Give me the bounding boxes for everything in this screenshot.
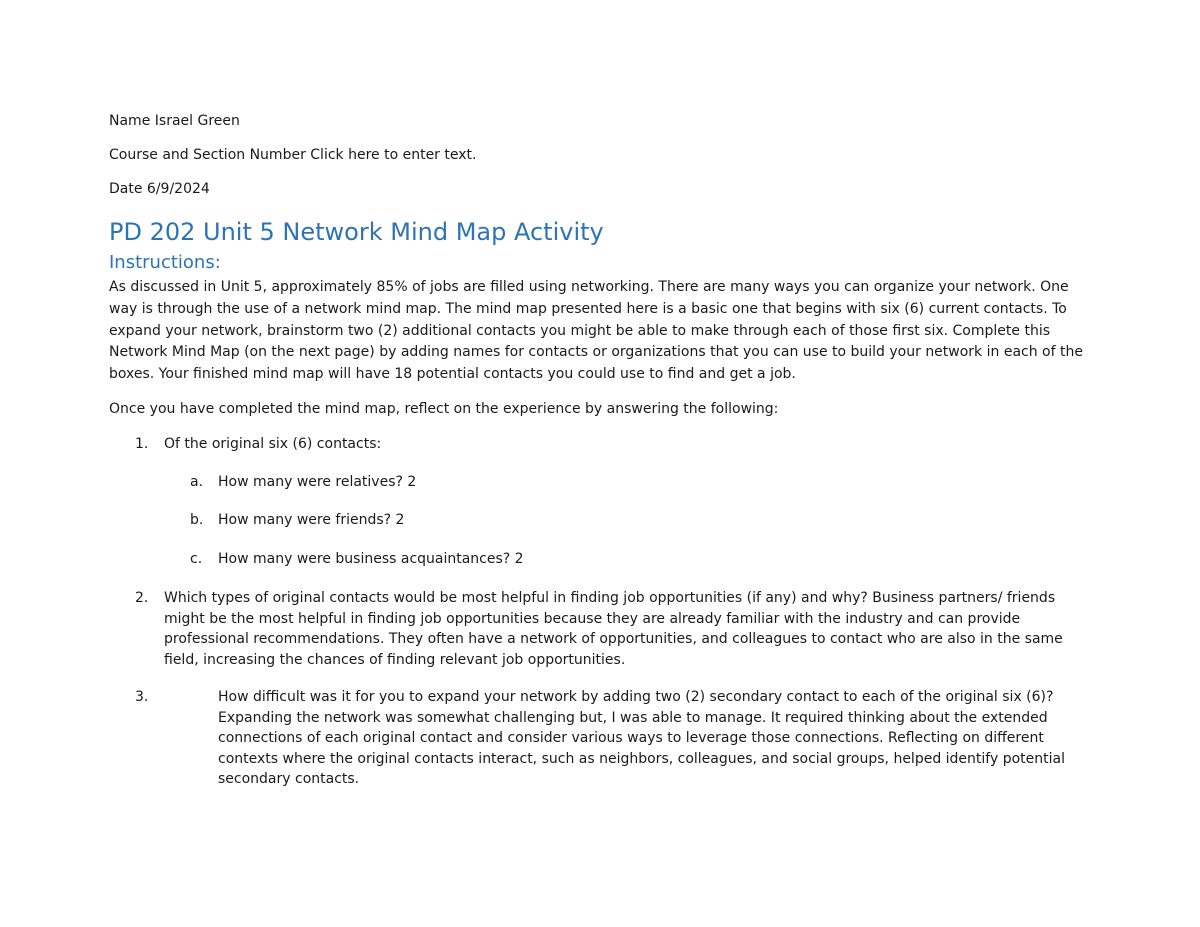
instructions-paragraph: As discussed in Unit 5, approximately 85% of jobs are filled using networking. There are many ways you can organize your network. One way is through the use of a network mind map. The mind map presented here is a basic one that begins with six (6) current contacts. To expand your network, brainstorm two (2) additional contacts you might be able to make through each of those first six. Complete this Network Mind Map (on the next page) by adding names for contacts or organizations that you can use to build your network in each of the boxes. Your finished mind map will have 18 potential contacts you could use to find and get a job. bbox=[109, 279, 1083, 383]
question-1c-text: How many were business acquaintances? 2 bbox=[218, 551, 524, 567]
question-2-number: 2. bbox=[135, 590, 149, 606]
course-label: Course and Section Number bbox=[109, 147, 306, 163]
page-title: PD 202 Unit 5 Network Mind Map Activity bbox=[109, 218, 604, 246]
instructions-heading: Instructions: bbox=[109, 252, 221, 273]
question-1c-letter: c. bbox=[190, 551, 203, 567]
name-value: Israel Green bbox=[154, 113, 240, 129]
date-label: Date bbox=[109, 181, 143, 197]
reflect-intro: Once you have completed the mind map, reflect on the experience by answering the following: bbox=[109, 401, 779, 417]
date-value: 6/9/2024 bbox=[146, 181, 210, 197]
question-1-number: 1. bbox=[135, 436, 149, 452]
question-3-text: How difficult was it for you to expand your network by adding two (2) secondary contact to each of the original six (6)? Expanding the network was somewhat challenging but, I was able to manage. It required thinking about the extended connections of each original contact and consider various ways to leverage those connections. Reflecting on different contexts where the original contacts interact, such as neighbors, colleagues, and social groups, helped identify potential secondary contacts. bbox=[218, 689, 1065, 787]
question-1a-text: How many were relatives? 2 bbox=[218, 474, 417, 490]
question-3-number: 3. bbox=[135, 689, 149, 705]
question-2-text: Which types of original contacts would be most helpful in finding job opportunities (if any) and why? Business partners/ friends might be the most helpful in finding job opportunities because they are already familiar with the industry and can provide professional recommendations. They often have a network of opportunities, and colleagues to contact who are also in the same field, increasing the chances of finding relevant job opportunities. bbox=[164, 590, 1063, 668]
course-value-field[interactable]: Click here to enter text. bbox=[310, 147, 477, 163]
date-line bbox=[109, 179, 210, 199]
question-1a-letter: a. bbox=[190, 474, 204, 490]
name-line bbox=[109, 111, 240, 131]
question-1b-letter: b. bbox=[190, 512, 204, 528]
course-line bbox=[109, 145, 476, 165]
question-1b-text: How many were friends? 2 bbox=[218, 512, 405, 528]
name-label: Name bbox=[109, 113, 151, 129]
question-1-text: Of the original six (6) contacts: bbox=[164, 436, 382, 452]
